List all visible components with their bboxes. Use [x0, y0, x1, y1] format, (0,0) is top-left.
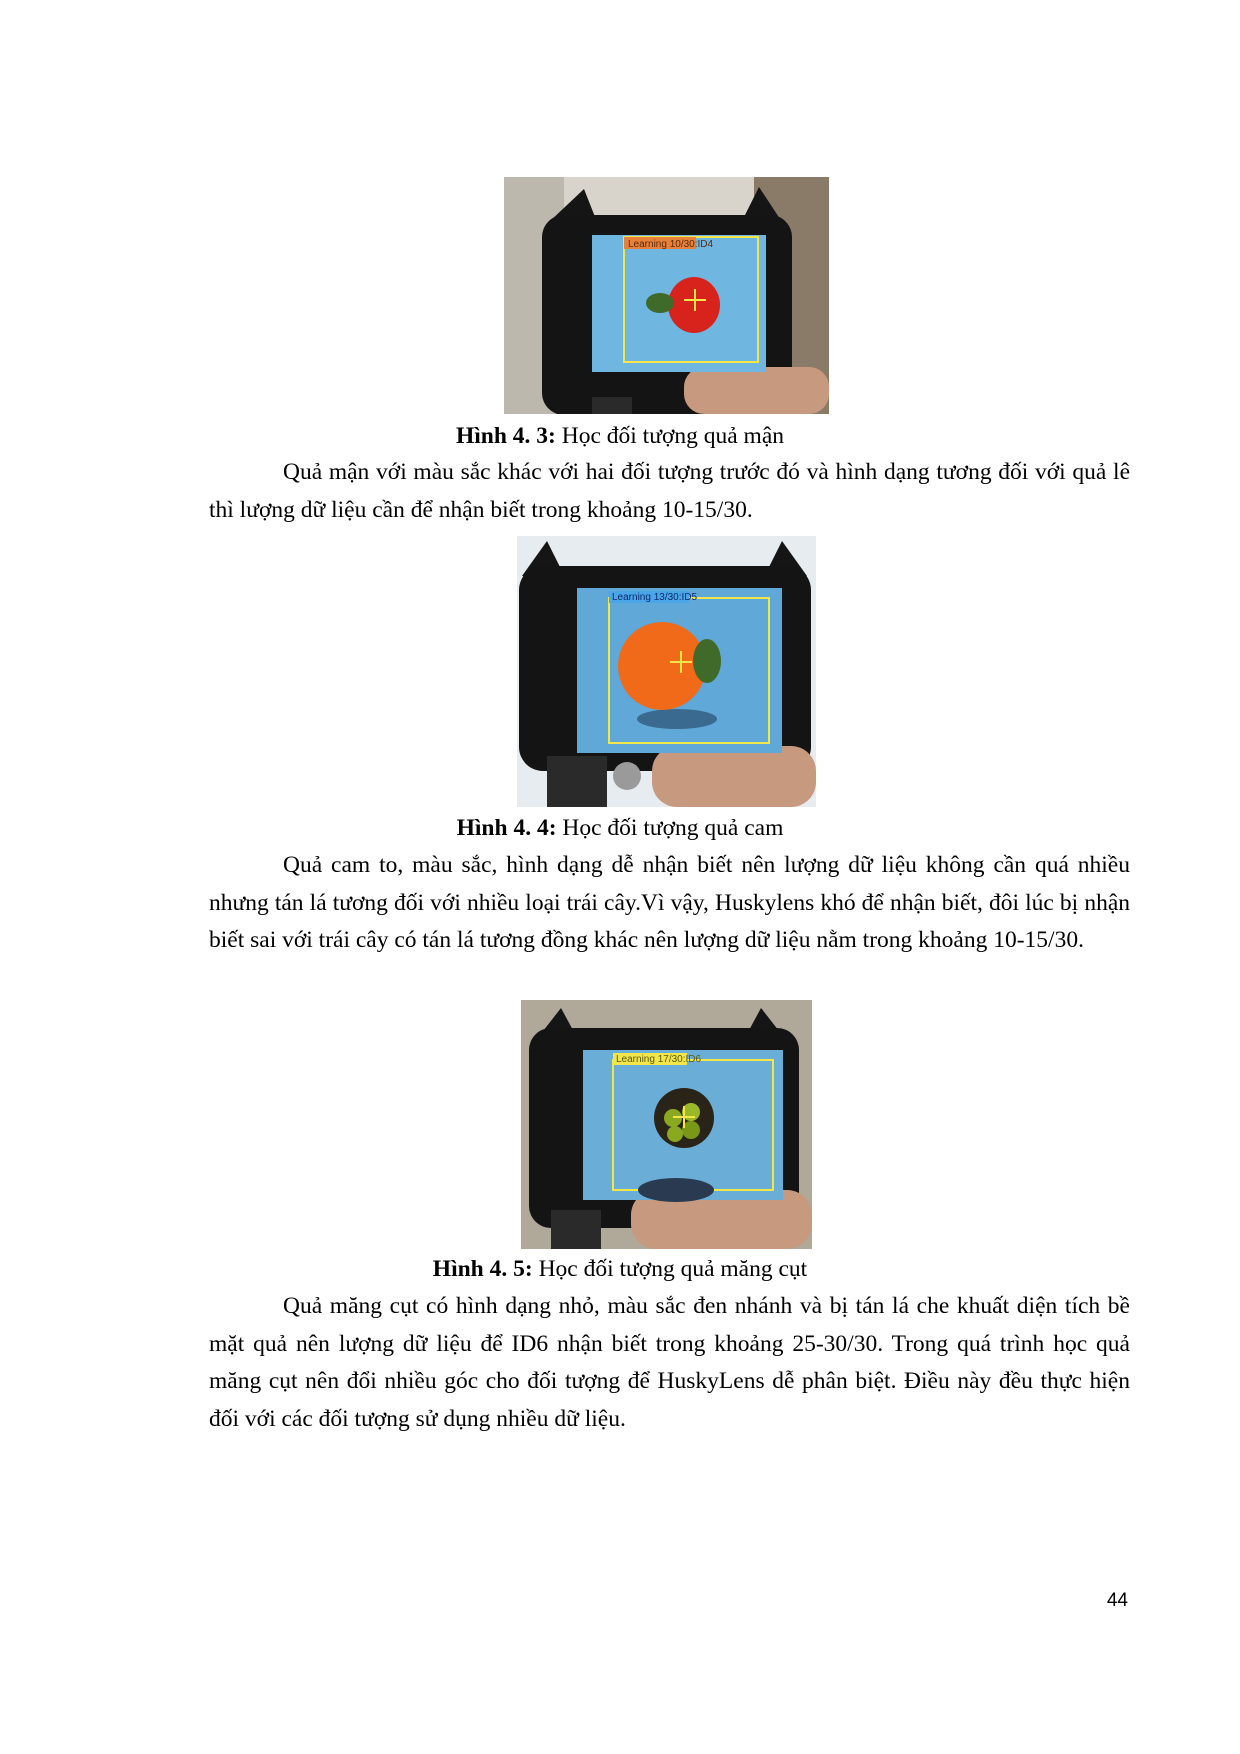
caption-text: Học đối tượng quả mận	[555, 423, 785, 449]
screen-label: Learning 10/30:ID4	[628, 239, 714, 250]
caption-prefix: Hình 4. 4:	[456, 815, 557, 841]
huskylens-photo	[521, 1000, 812, 1249]
caption-text: Học đối tượng quả cam	[556, 815, 784, 841]
figure-mangosteen-photo	[521, 1000, 812, 1249]
huskylens-photo	[517, 536, 816, 807]
fruit	[618, 622, 706, 710]
caption-text: Học đối tượng quả măng cụt	[532, 1256, 808, 1282]
figure-orange-photo	[517, 536, 816, 807]
huskylens-photo	[504, 177, 829, 414]
paragraph: Quả măng cụt có hình dạng nhỏ, màu sắc đen nhánh và bị tán lá che khuất diện tích bề mặt quả nên lượng dữ liệu để ID6 nhận biết trong khoảng 25-30/30. Trong quá trình học quả măng cụt nên đổi nhiều góc cho đối tượng để HuskyLens dễ phân biệt. Điều này đều thực hiện đối với các đối tượng sử dụng nhiều dữ liệu.	[209, 1293, 1130, 1432]
finger	[684, 367, 829, 414]
screen-label: Learning 17/30:ID6	[616, 1054, 702, 1065]
leaf	[646, 293, 674, 313]
figure-caption	[0, 813, 1240, 843]
paragraph: Quả cam to, màu sắc, hình dạng dễ nhận biết nên lượng dữ liệu không cần quá nhiều nhưng tán lá tương đối với nhiều loại trái cây.Vì vậy, Huskylens khó để nhận biết, đôi lúc bị nhận biết sai với trái cây có tán lá tương đồng khác nên lượng dữ liệu nằm trong khoảng 10-15/30.	[209, 852, 1130, 953]
figure-caption	[0, 1254, 1240, 1284]
screen-label: Learning 13/30:ID5	[612, 592, 698, 603]
caption-prefix: Hình 4. 3:	[455, 423, 556, 449]
figure-caption	[0, 421, 1240, 451]
finger	[652, 746, 816, 807]
leaf	[693, 639, 721, 683]
paragraph: Quả mận với màu sắc khác với hai đối tượng trước đó và hình dạng tương đối với quả lê thì lượng dữ liệu cần để nhận biết trong khoảng 10-15/30.	[209, 459, 1130, 523]
figure-plum-photo	[504, 177, 829, 414]
page-number: 44	[1106, 1590, 1128, 1611]
caption-prefix: Hình 4. 5:	[432, 1256, 533, 1282]
